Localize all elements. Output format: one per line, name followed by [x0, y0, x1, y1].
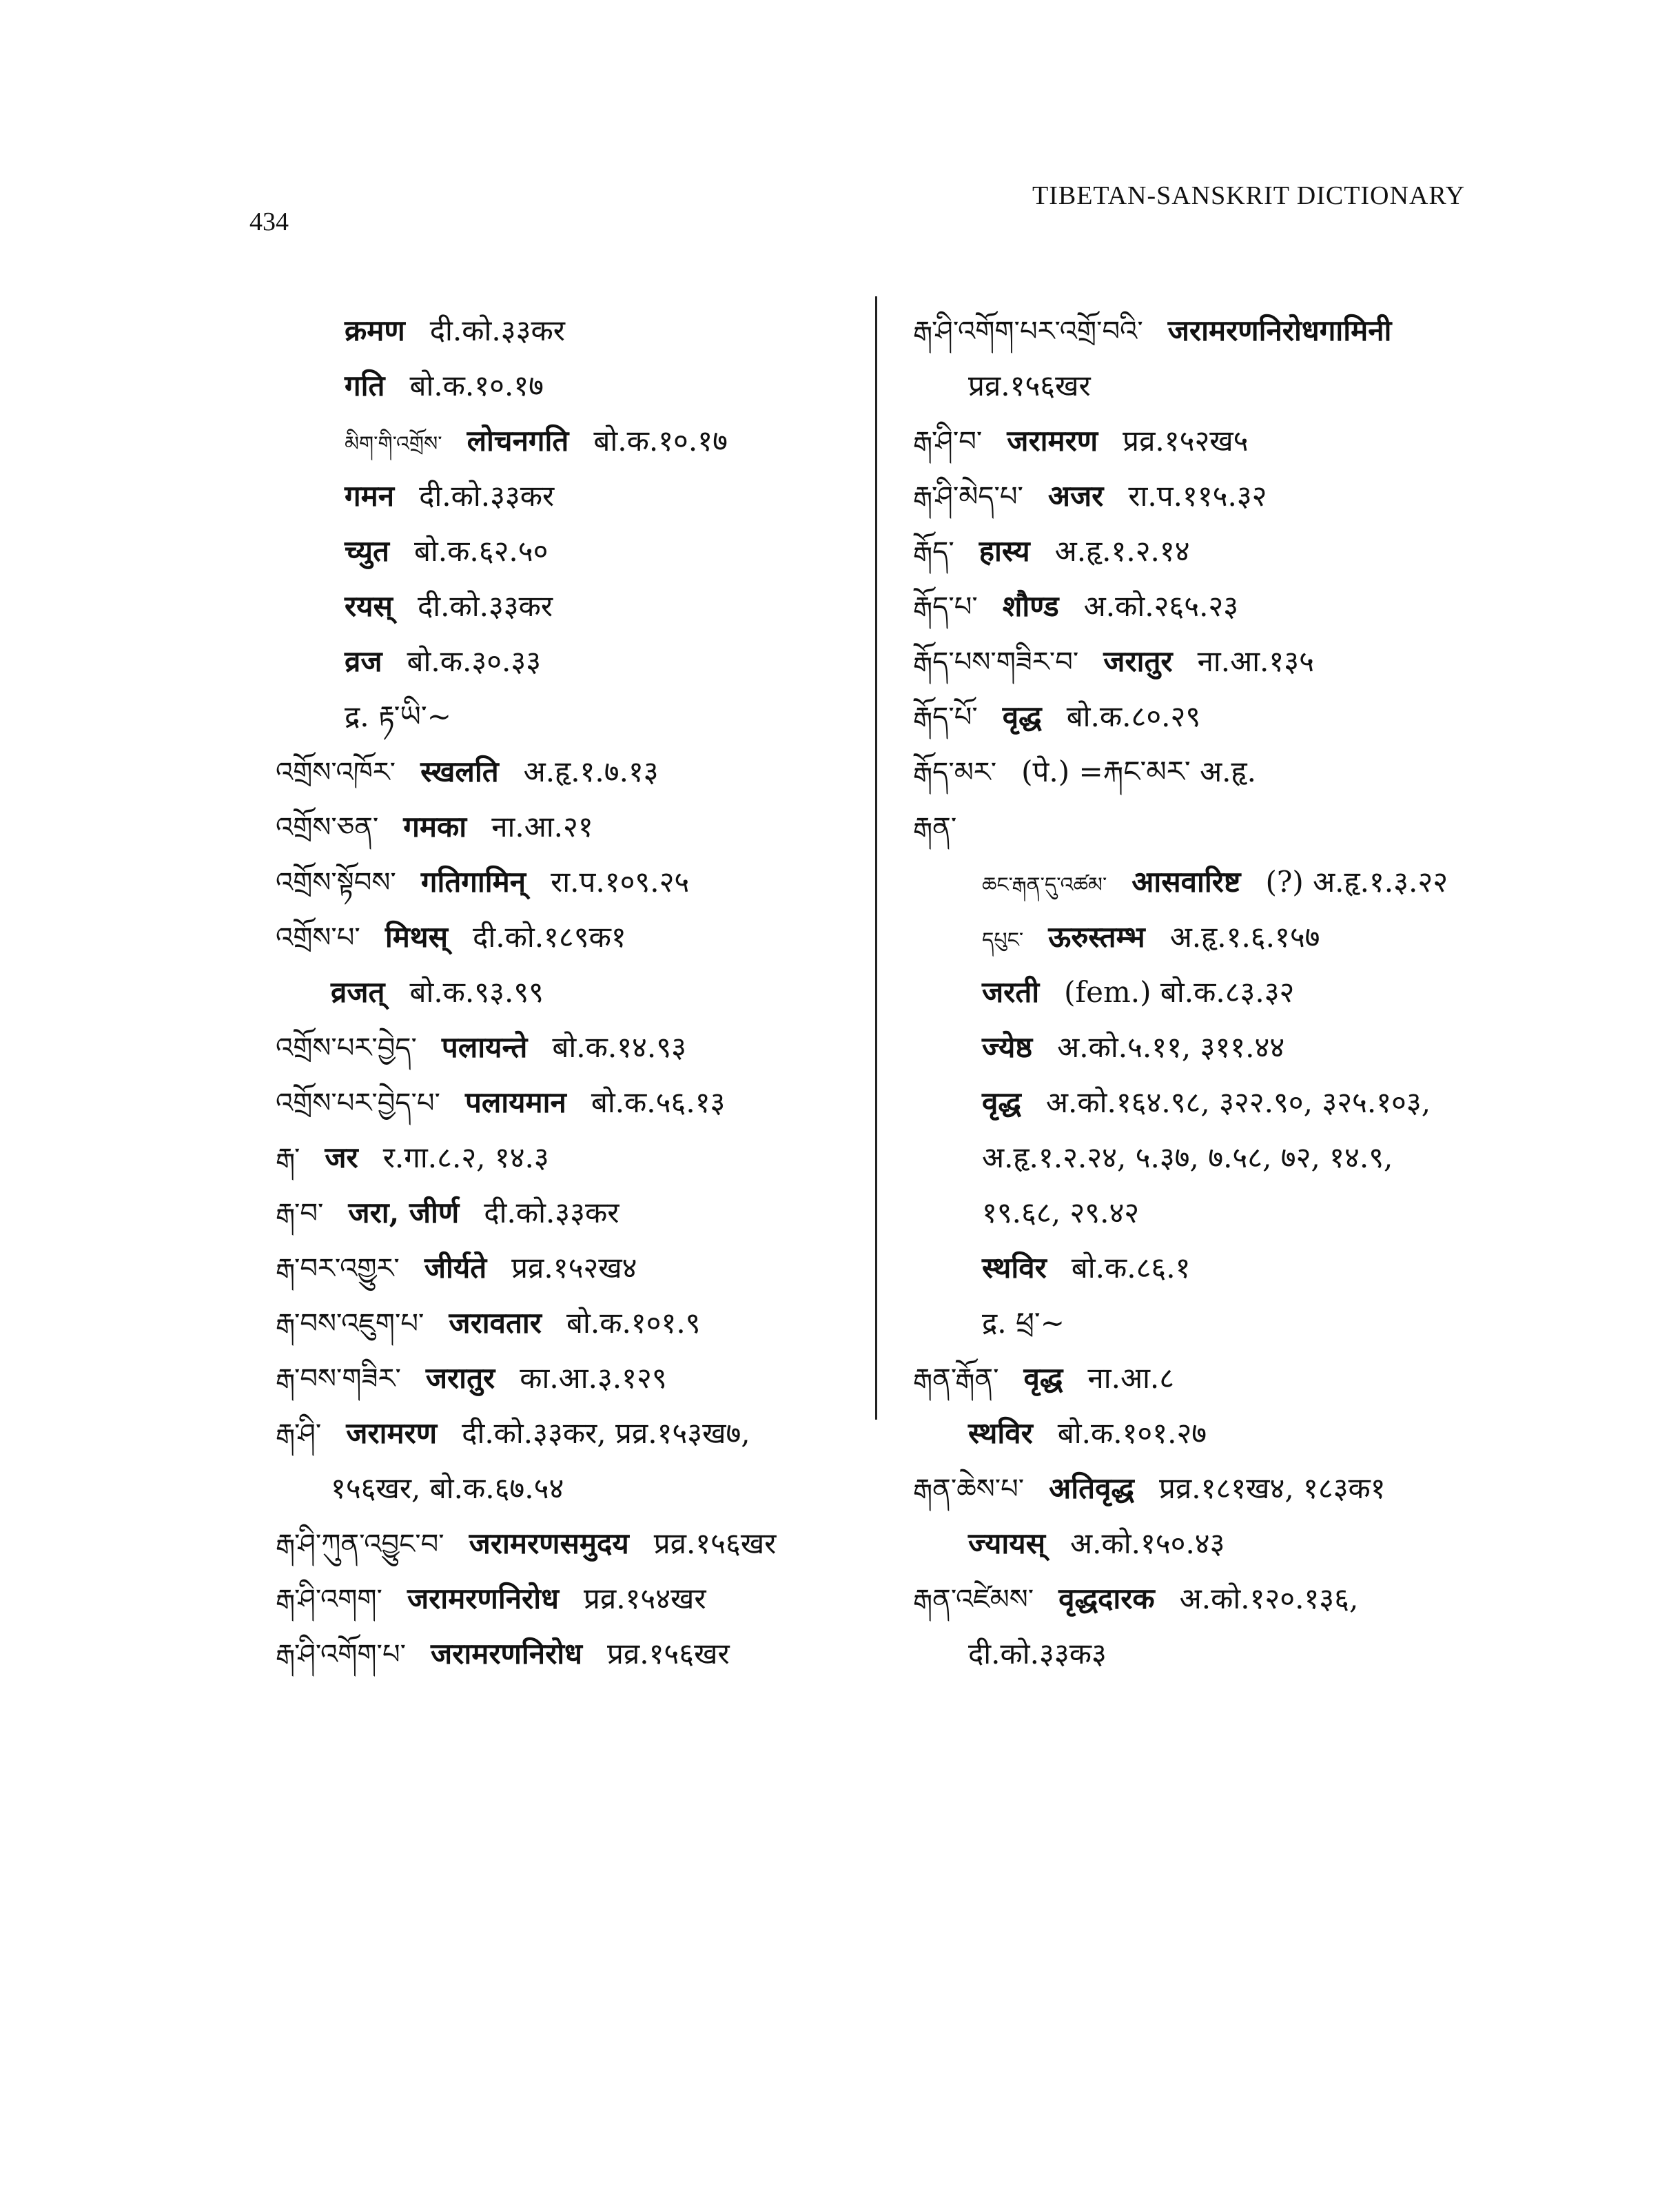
sanskrit-equivalent: जरामरणनिरोध — [431, 1637, 582, 1670]
sanskrit-equivalent: मिथस् — [385, 920, 449, 954]
tibetan-headword: དཔུང་ — [982, 928, 1024, 952]
source-reference: अ.को.१२०.१३६, — [1179, 1582, 1359, 1615]
dictionary-entry-line — [276, 689, 896, 744]
dictionary-entry-line — [913, 358, 1561, 413]
dictionary-entry-line — [913, 579, 1561, 634]
sanskrit-equivalent: जरातुर — [425, 1361, 495, 1395]
dictionary-entry-line — [913, 1626, 1561, 1682]
dictionary-entry-line — [913, 1240, 1561, 1296]
dictionary-entry-line — [913, 524, 1561, 579]
sanskrit-equivalent: ऊरुस्तम्भ — [1048, 920, 1145, 954]
dictionary-entry-line — [913, 1020, 1561, 1075]
sanskrit-equivalent: शौण्ड — [1002, 589, 1059, 623]
dictionary-entry-line — [913, 1185, 1561, 1240]
source-reference: बो.क.१०.१७ — [593, 424, 728, 458]
tibetan-headword: རྒ་ཤི་མེད་པ་ — [913, 481, 1023, 513]
dictionary-entry-line — [276, 1461, 896, 1516]
source-reference: (?) अ.हृ.१.३.२२ — [1265, 865, 1448, 899]
dictionary-entry-line — [913, 744, 1561, 799]
source-reference: १९.६८, २९.४२ — [982, 1196, 1140, 1229]
source-reference: प्रव्र.१८१ख४, १८३क१ — [1159, 1471, 1386, 1505]
dictionary-entry-line — [276, 910, 896, 965]
source-reference: बो.क.८०.२९ — [1066, 699, 1201, 733]
sanskrit-equivalent: व्रज — [345, 644, 382, 678]
sanskrit-equivalent: जरातुर — [1103, 644, 1173, 678]
sanskrit-equivalent: वृद्ध — [1002, 699, 1042, 733]
source-reference: दी.को.३३क३ — [968, 1637, 1107, 1670]
sanskrit-equivalent: पलायन्ते — [441, 1030, 528, 1064]
dictionary-entry-line — [913, 1461, 1561, 1516]
tibetan-headword: འགྲོས་པར་བྱེད་པ་ — [276, 1087, 440, 1119]
tibetan-headword: རྒོད་པས་གཟིར་བ་ — [913, 646, 1079, 678]
dictionary-entry-line — [913, 1406, 1561, 1461]
tibetan-headword: རྒན་འཛེམས་ — [913, 1584, 1034, 1615]
dictionary-entry-line — [913, 634, 1561, 689]
sanskrit-equivalent: च्युत — [345, 534, 389, 568]
dictionary-entry-line — [913, 303, 1561, 358]
source-reference: प्रव्र.१५६खर — [606, 1637, 730, 1670]
sanskrit-equivalent: गमका — [403, 810, 467, 844]
sanskrit-equivalent: ज्यायस् — [968, 1526, 1046, 1560]
sanskrit-equivalent: स्थविर — [982, 1251, 1047, 1285]
dictionary-entry-line — [276, 965, 896, 1020]
dictionary-entry-line — [913, 1130, 1561, 1185]
dictionary-entry-line — [913, 689, 1561, 744]
tibetan-headword: རྒ་བས་འཇུག་པ་ — [276, 1308, 424, 1340]
sanskrit-equivalent: गति — [345, 369, 385, 402]
left-column — [276, 303, 896, 1682]
sanskrit-equivalent: स्थविर — [968, 1416, 1033, 1450]
dictionary-entry-line — [276, 799, 896, 855]
sanskrit-equivalent: जरामरणनिरोधगामिनी — [1167, 314, 1392, 347]
source-reference: बो.क.६२.५० — [413, 534, 549, 568]
dictionary-entry-line — [913, 1075, 1561, 1130]
tibetan-headword: རྒ་བས་གཟིར་ — [276, 1363, 401, 1395]
source-reference: प्रव्र.१५२ख५ — [1123, 424, 1249, 458]
sanskrit-equivalent: गतिगामिन् — [420, 865, 526, 899]
tibetan-headword: རྒན་ — [913, 812, 957, 844]
tibetan-headword: རྒན་ཆེས་པ་ — [913, 1473, 1025, 1505]
dictionary-entry-line — [276, 579, 896, 634]
dictionary-entry-line — [276, 303, 896, 358]
dictionary-entry-line — [276, 1571, 896, 1626]
dictionary-entry-line — [276, 1075, 896, 1130]
source-reference: द्र. རྟ་ཡི་~ — [345, 699, 451, 733]
tibetan-headword: འགྲོས་སྟོབས་ — [276, 867, 396, 899]
source-reference: अ.हृ.१.६.१५७ — [1169, 920, 1320, 954]
dictionary-entry-line — [276, 1626, 896, 1682]
source-reference: ना.आ.८ — [1087, 1361, 1175, 1395]
sanskrit-equivalent: वृद्ध — [982, 1085, 1021, 1119]
source-reference: दी.को.३३कर — [419, 479, 555, 513]
tibetan-headword: འགྲོས་པར་བྱེད་ — [276, 1032, 417, 1064]
dictionary-entry-line — [276, 413, 896, 469]
sanskrit-equivalent: जरामरणनिरोध — [407, 1582, 559, 1615]
dictionary-entry-line — [913, 1296, 1561, 1351]
sanskrit-equivalent: क्रमण — [345, 314, 405, 347]
source-reference: दी.को.३३कर — [484, 1196, 619, 1229]
source-reference: अ.को.१६४.९८, ३२२.९०, ३२५.१०३, — [1045, 1085, 1431, 1119]
tibetan-headword: རྒ་ — [276, 1143, 300, 1174]
source-reference: बो.क.९३.९९ — [409, 975, 544, 1009]
source-reference: प्रव्र.१५६खर — [968, 369, 1091, 402]
source-reference: अ.हृ.१.७.१३ — [523, 755, 659, 788]
tibetan-headword: རྒ་བ་ — [276, 1198, 324, 1229]
source-reference: प्रव्र.१५६खर — [653, 1526, 777, 1560]
dictionary-entry-line — [276, 524, 896, 579]
sanskrit-equivalent: व्रजत् — [331, 975, 385, 1009]
right-column — [913, 303, 1561, 1682]
dictionary-entry-line — [913, 965, 1561, 1020]
dictionary-entry-line — [913, 1516, 1561, 1571]
tibetan-headword: རྒོད་པོ་ — [913, 702, 978, 733]
sanskrit-equivalent: रयस् — [345, 589, 393, 623]
tibetan-headword: རྒ་ཤི་འགག་ — [276, 1584, 382, 1615]
source-reference: दी.को.३३कर — [417, 589, 553, 623]
sanskrit-equivalent: आसवारिष्ट — [1131, 865, 1241, 899]
dictionary-entry-line — [276, 1240, 896, 1296]
dictionary-entry-line — [913, 855, 1561, 910]
source-reference: का.आ.३.१२९ — [520, 1361, 667, 1395]
tibetan-headword: རྒོད་ — [913, 536, 954, 568]
dictionary-entry-line — [276, 1296, 896, 1351]
tibetan-headword: རྒ་བར་འགྱུར་ — [276, 1253, 400, 1285]
dictionary-entry-line — [276, 1406, 896, 1461]
source-reference: बो.क.१०.१७ — [409, 369, 544, 402]
source-reference: अ.को.१५०.४३ — [1070, 1526, 1225, 1560]
source-reference: दी.को.३३कर — [429, 314, 565, 347]
source-reference: दी.को.१८९क१ — [473, 920, 626, 954]
dictionary-entry-line — [913, 799, 1561, 855]
tibetan-headword: རྒ་ཤི་ཀུན་འབྱུང་བ་ — [276, 1529, 444, 1560]
dictionary-entry-line — [276, 1020, 896, 1075]
source-reference: दी.को.३३कर, प्रव्र.१५३ख७, — [462, 1416, 750, 1450]
dictionary-entry-line — [276, 744, 896, 799]
source-reference: बो.क.५६.१३ — [591, 1085, 726, 1119]
sanskrit-equivalent: जरामरण — [1007, 424, 1098, 458]
dictionary-entry-line — [276, 855, 896, 910]
source-reference: अ.को.५.११, ३११.४४ — [1057, 1030, 1285, 1064]
sanskrit-equivalent: जरामरणसमुदय — [469, 1526, 629, 1560]
source-reference: बो.क.३०.३३ — [407, 644, 542, 678]
tibetan-headword: རྒ་ཤི་འགོག་པ་ — [276, 1639, 406, 1670]
source-reference: रा.प.११५.३२ — [1128, 479, 1267, 513]
sanskrit-equivalent: जरामरण — [346, 1416, 438, 1450]
tibetan-headword: འགྲོས་ཅན་ — [276, 812, 379, 844]
dictionary-entry-line — [276, 358, 896, 413]
dictionary-entry-line — [913, 413, 1561, 469]
source-reference: प्रव्र.१५२ख४ — [511, 1251, 637, 1285]
dictionary-entry-line — [913, 1571, 1561, 1626]
source-reference: द्र. ཕྲ་~ — [982, 1306, 1065, 1340]
source-reference: ना.आ.१३५ — [1197, 644, 1314, 678]
tibetan-headword: རྒ་ཤི་འགོག་པར་འགྲོ་བའི་ — [913, 316, 1143, 347]
source-reference: (पे.) =རྐང་མར་ अ.हृ. — [1021, 755, 1256, 788]
sanskrit-equivalent: गमन — [345, 479, 395, 513]
source-reference: अ.हृ.१.२.१४ — [1054, 534, 1190, 568]
tibetan-headword: རྒ་ཤི་བ་ — [913, 426, 983, 458]
page-number: 434 — [249, 207, 289, 236]
source-reference: प्रव्र.१५४खर — [583, 1582, 706, 1615]
sanskrit-equivalent: जीर्यते — [424, 1251, 487, 1285]
source-reference: बो.क.८६.१ — [1071, 1251, 1191, 1285]
sanskrit-equivalent: जरती — [982, 975, 1040, 1009]
tibetan-headword: ཆང་རྒན་དུ་འཚམ་ — [982, 873, 1107, 897]
tibetan-headword: རྒོད་མར་ — [913, 757, 997, 788]
tibetan-headword: འགྲོས་པ་ — [276, 922, 360, 954]
dictionary-entry-line — [276, 469, 896, 524]
source-reference: १५६खर, बो.क.६७.५४ — [331, 1471, 564, 1505]
dictionary-entry-line — [276, 1351, 896, 1406]
sanskrit-equivalent: लोचनगति — [467, 424, 569, 458]
sanskrit-equivalent: अजर — [1047, 479, 1104, 513]
running-title: TIBETAN-SANSKRIT DICTIONARY — [1032, 181, 1466, 210]
source-reference: बो.क.१०१.९ — [566, 1306, 701, 1340]
source-reference: ना.आ.२१ — [491, 810, 593, 844]
sanskrit-equivalent: वृद्ध — [1023, 1361, 1063, 1395]
source-reference: बो.क.१४.९३ — [552, 1030, 686, 1064]
source-reference: (fem.) बो.क.८३.३२ — [1064, 975, 1295, 1009]
dictionary-entry-line — [276, 1516, 896, 1571]
source-reference: अ.को.२६५.२३ — [1083, 589, 1239, 623]
tibetan-headword: རྒ་ཤི་ — [276, 1418, 322, 1450]
sanskrit-equivalent: स्खलति — [420, 755, 499, 788]
dictionary-entry-line — [276, 1130, 896, 1185]
dictionary-entry-line — [913, 1351, 1561, 1406]
tibetan-headword: འགྲོས་འཁོར་ — [276, 757, 396, 788]
dictionary-entry-line — [276, 634, 896, 689]
sanskrit-equivalent: पलायमान — [464, 1085, 566, 1119]
sanskrit-equivalent: हास्य — [979, 534, 1030, 568]
sanskrit-equivalent: जर — [325, 1141, 358, 1174]
sanskrit-equivalent: ज्येष्ठ — [982, 1030, 1033, 1064]
source-reference: अ.हृ.१.२.२४, ५.३७, ७.५८, ७२, १४.९, — [982, 1141, 1393, 1174]
sanskrit-equivalent: वृद्धदारक — [1058, 1582, 1155, 1615]
source-reference: रा.प.१०९.२५ — [551, 865, 690, 899]
source-reference: बो.क.१०१.२७ — [1057, 1416, 1207, 1450]
tibetan-headword: རྒན་རྒོན་ — [913, 1363, 999, 1395]
dictionary-entry-line — [913, 910, 1561, 965]
tibetan-headword: མིག་གི་འགྲོས་ — [345, 432, 442, 456]
sanskrit-equivalent: जरावतार — [449, 1306, 542, 1340]
tibetan-headword: རྒོད་པ་ — [913, 591, 978, 623]
sanskrit-equivalent: जरा, जीर्ण — [348, 1196, 460, 1229]
source-reference: र.गा.८.२, १४.३ — [382, 1141, 549, 1174]
sanskrit-equivalent: अतिवृद्ध — [1049, 1471, 1134, 1505]
dictionary-entry-line — [913, 469, 1561, 524]
dictionary-entry-line — [276, 1185, 896, 1240]
